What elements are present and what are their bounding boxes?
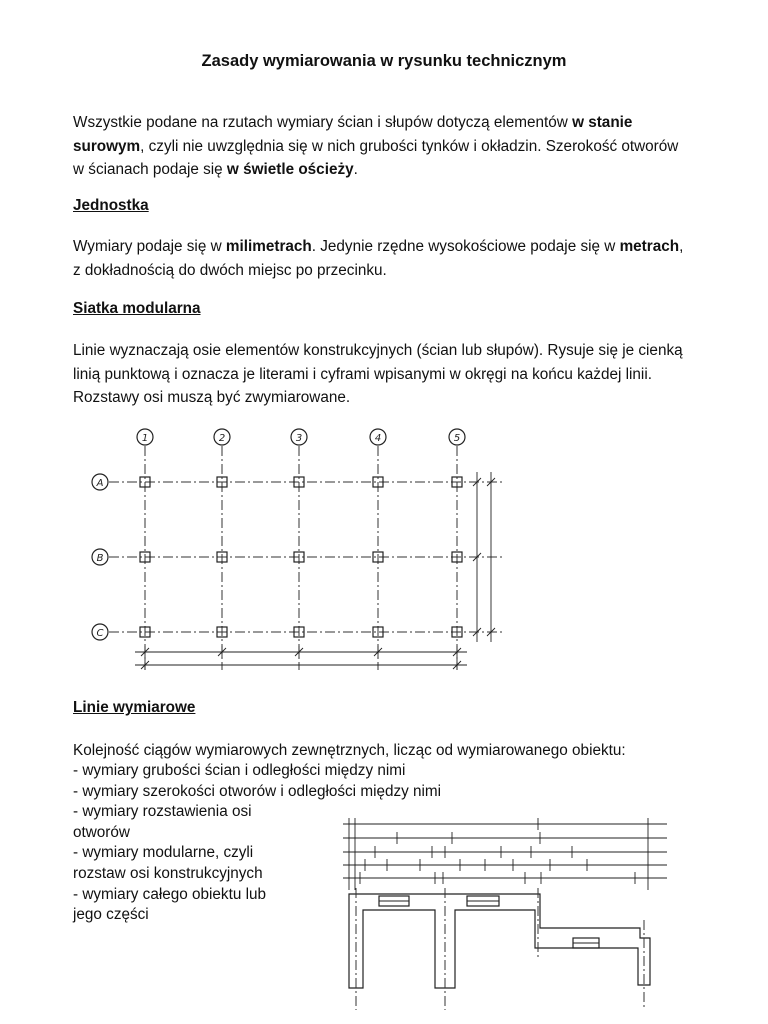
axis-label-1: 1 — [141, 433, 149, 444]
row-axis-markers — [92, 474, 108, 640]
grid-dimension-lines — [135, 472, 495, 670]
intro-text-1: Wszystkie podane na rzutach wymiary ścian i słupów dotyczą elementów — [73, 114, 573, 131]
dimension-chain-lines — [343, 818, 667, 890]
axis-label-b: B — [96, 553, 104, 564]
intro-text-3: . — [353, 161, 358, 178]
intro-paragraph — [73, 111, 693, 182]
list-item: otworów — [73, 823, 130, 841]
unit-bold-2: metrach — [619, 238, 680, 255]
list-item: - wymiary rozstawienia osi — [73, 803, 252, 821]
intro-bold-1: w stanie surowym — [73, 114, 633, 155]
intro-text-2: , czyli nie uwzględnia się w nich grubości tynków i okładzin. Szerokość otworów w ścianach podaje się — [73, 137, 679, 178]
axis-label-5: 5 — [453, 433, 461, 444]
unit-text-2: . Jedynie rzędne wysokościowe podaje się w — [311, 238, 620, 255]
modular-grid-figure — [80, 420, 510, 685]
list-item: - wymiary szerokości otworów i odległości między nimi — [73, 782, 442, 800]
axis-label-4: 4 — [374, 433, 382, 444]
axis-label-a: A — [96, 478, 104, 489]
axis-label-2: 2 — [218, 433, 226, 444]
list-item: jego części — [73, 906, 149, 924]
axis-label-c: C — [96, 628, 104, 639]
dimension-lead: Kolejność ciągów wymiarowych zewnętrznych, licząc od wymiarowanego obiektu: — [73, 742, 626, 759]
unit-heading: Jednostka — [73, 197, 149, 214]
axis-label-3: 3 — [295, 433, 303, 444]
unit-text-1: Wymiary podaje się w — [73, 238, 226, 255]
unit-text-3: , z dokładnością do dwóch miejsc po przecinku. — [73, 238, 684, 279]
list-item: - wymiary całego obiektu lub — [73, 885, 266, 903]
list-item: - wymiary grubości ścian i odległości między nimi — [73, 762, 406, 779]
intro-bold-2: w świetle ościeży — [226, 161, 354, 178]
list-item: rozstaw osi konstrukcyjnych — [73, 864, 263, 882]
unit-bold-1: milimetrach — [225, 238, 312, 255]
dimension-chains-figure — [335, 810, 675, 1020]
dimension-heading: Linie wymiarowe — [73, 699, 196, 716]
column-axis-markers — [137, 429, 465, 445]
unit-paragraph — [73, 235, 693, 282]
grid-heading: Siatka modularna — [73, 300, 201, 317]
page-title: Zasady wymiarowania w rysunku technicznym — [201, 52, 567, 70]
grid-paragraph: Linie wyznaczają osie elementów konstrukcyjnych (ścian lub słupów). Rysuje się je cienką linią punktową i oznacza je literami i cyframi wpisanymi w okręgi na końcu każdej linii. Rozstawy osi muszą być zwymiarowane. — [73, 342, 683, 406]
building-plan-walls — [349, 888, 650, 1010]
list-item: - wymiary modularne, czyli — [73, 844, 254, 862]
grid-axes — [109, 446, 505, 670]
